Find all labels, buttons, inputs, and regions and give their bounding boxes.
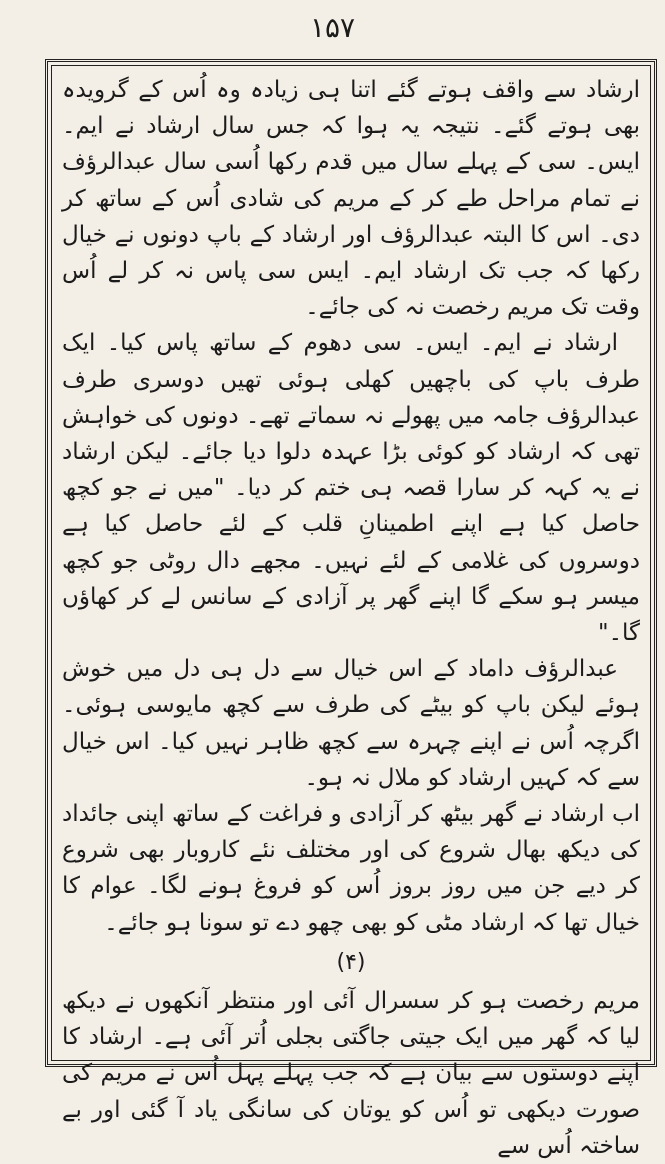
- body-text: [62, 72, 640, 1159]
- page-number: ۱۵۷: [309, 11, 356, 44]
- paragraph-4: اب ارشاد نے گھر بیٹھ کر آزادی و فراغت کے ساتھ اپنی جائداد کی دیکھ بھال شروع کی اور مختلف نئے کاروبار بھی شروع کر دیے جن میں روز بروز اُس کو فروغ ہونے لگا۔ عوام کا خیال تھا کہ ارشاد مٹی کو بھی چھو دے تو سونا ہو جائے۔: [62, 801, 640, 936]
- paragraph-2: ارشاد نے ایم۔ ایس۔ سی دھوم کے ساتھ پاس کیا۔ ایک طرف باپ کی باچھیں کھلی ہوئی تھیں دوسری طرف عبدالرؤف جامہ میں پھولے نہ سماتے تھے۔ دونوں کی خواہش تھی کہ ارشاد کو کوئی بڑا عہدہ دلوا دیا جائے۔ لیکن ارشاد نے یہ کہہ کر سارا قصہ ہی ختم کر دیا۔ "میں نے جو کچھ حاصل کیا ہے اپنے اطمینانِ قلب کے لئے حاصل کیا ہے دوسروں کی غلامی کے لئے نہیں۔ مجھے دال روٹی جو کچھ میسر ہو سکے گا اپنے گھر پر آزادی کے سانس لے کر کھاؤں گا۔": [62, 330, 640, 647]
- section-number: (۴): [336, 949, 366, 975]
- paragraph-5: مریم رخصت ہو کر سسرال آئی اور منتظر آنکھوں نے دیکھ لیا کہ گھر میں ایک جیتی جاگتی بجلی اُتر آئی ہے۔ ارشاد کا اپنے دوستوں سے بیان ہے کہ جب پہلے پہل اُس نے مریم کی صورت دیکھی تو اُس کو یوتان کی سانگی یاد آ گئی اور بے ساختہ اُس سے: [62, 988, 640, 1159]
- text-border-frame: [45, 59, 657, 1159]
- paragraph-3: عبدالرؤف داماد کے اس خیال سے دل ہی دل میں خوش ہوئے لیکن باپ کو بیٹے کی طرف سے کچھ مایوسی ہوئی۔ اگرچہ اُس نے اپنے چہرہ سے کچھ ظاہر نہیں کیا۔ اس خیال سے کہ کہیں ارشاد کو ملال نہ ہو۔: [62, 656, 640, 791]
- paragraph-1: ارشاد سے واقف ہوتے گئے اتنا ہی زیادہ وہ اُس کے گرویدہ بھی ہوتے گئے۔ نتیجہ یہ ہوا کہ جس سال ارشاد نے ایم۔ ایس۔ سی کے پہلے سال میں قدم رکھا اُسی سال عبدالرؤف نے تمام مراحل طے کر کے مریم کی شادی اُس کے ساتھ کر دی۔ اس کا البتہ عبدالرؤف اور ارشاد کے باپ دونوں نے خیال رکھا کہ جب تک ارشاد ایم۔ ایس سی پاس نہ کر لے اُس وقت تک مریم رخصت نہ کی جائے۔: [62, 77, 640, 321]
